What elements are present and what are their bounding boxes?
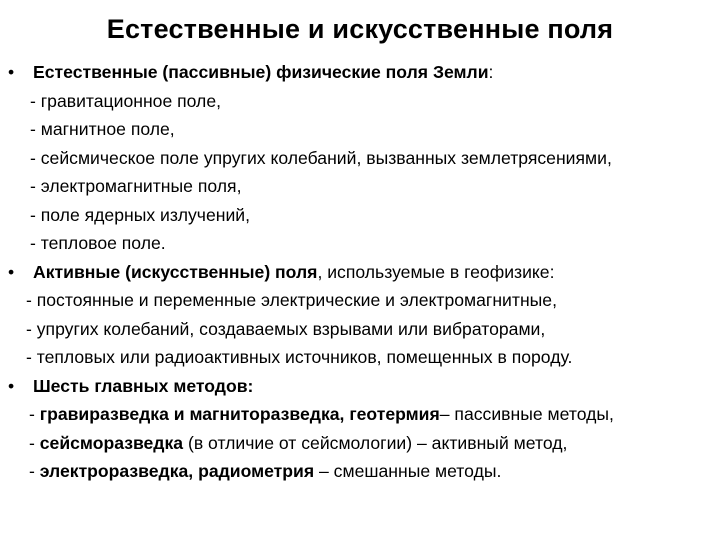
item-prefix: - [29,404,40,424]
slide-content [0,58,720,486]
method-description: – пассивные методы, [439,404,614,424]
active-fields-heading: Активные (искусственные) поля [33,261,318,282]
bullet-icon: • [8,375,15,396]
list-item: - постоянные и переменные электрические и электромагнитные, [26,290,557,310]
list-item: - поле ядерных излучений, [30,204,250,225]
natural-fields-heading-suffix: : [488,62,494,82]
method-description: (в отличие от сейсмологии) – активный метод, [183,432,568,453]
method-name: гравиразведка и магниторазведка, геотермия [39,404,440,424]
list-item: - сейсмическое поле упругих колебаний, вызванных землетрясениями, [30,147,612,168]
natural-fields-heading: Естественные (пассивные) физические поля Земли [33,62,489,82]
list-item: - упругих колебаний, создаваемых взрывами или вибраторами, [26,318,546,339]
bullet-icon: • [8,62,15,82]
slide-title: Естественные и искусственные поля [106,14,614,44]
main-methods-heading: Шесть главных методов: [33,375,254,396]
list-item: - тепловое поле. [30,233,166,253]
bullet-natural-fields [0,58,720,87]
active-fields-heading-suffix: , используемые в геофизике: [317,261,555,282]
list-item: - гравитационное поле, [30,90,221,111]
bullet-active-fields [0,258,720,287]
list-item: - тепловых или радиоактивных источников, помещенных в породу. [26,347,573,367]
method-description: – смешанные методы. [314,461,502,481]
bullet-main-methods [0,372,720,401]
method-name: электроразведка, радиометрия [39,461,315,481]
list-item [0,429,720,458]
item-prefix: - [29,432,40,453]
bullet-icon: • [8,261,15,282]
method-name: сейсморазведка [39,432,184,453]
list-item: - магнитное поле, [30,119,175,139]
item-prefix: - [29,461,40,481]
list-item: - электромагнитные поля, [30,176,242,196]
list-item [0,400,720,429]
list-item [0,457,720,486]
